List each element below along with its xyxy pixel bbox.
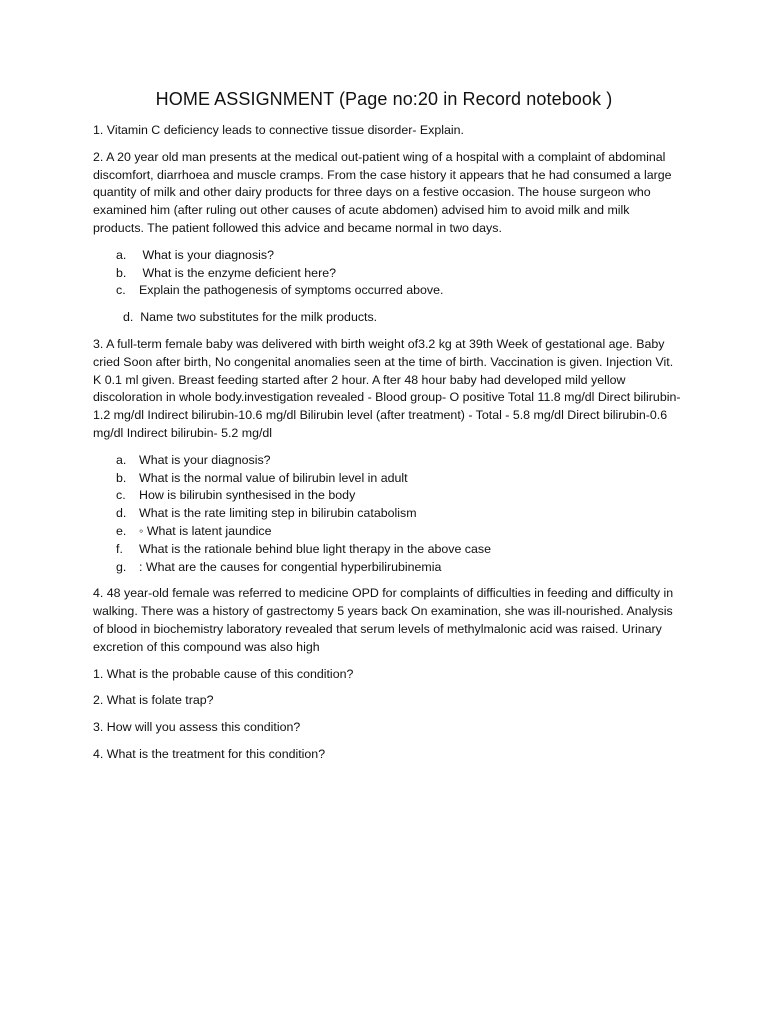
question-2-list bbox=[93, 247, 683, 300]
question-1: 1. Vitamin C deficiency leads to connective tissue disorder- Explain. bbox=[93, 123, 464, 137]
list-item-text: What is the enzyme deficient here? bbox=[139, 265, 336, 280]
question-4-sub-4: 4. What is the treatment for this condition? bbox=[93, 746, 326, 761]
page-title: HOME ASSIGNMENT (Page no:20 in Record notebook ) bbox=[155, 89, 613, 109]
list-item bbox=[93, 523, 683, 541]
list-marker: c. bbox=[116, 283, 126, 298]
list-item-text: What is the rate limiting step in bilirubin catabolism bbox=[139, 506, 417, 521]
list-marker: c. bbox=[116, 488, 126, 503]
list-item bbox=[93, 505, 683, 523]
list-item-text: : What are the causes for congential hyperbilirubinemia bbox=[139, 559, 442, 574]
list-item bbox=[93, 541, 683, 559]
list-item-text: What is your diagnosis? bbox=[139, 247, 274, 262]
list-item bbox=[93, 282, 683, 300]
list-item bbox=[93, 265, 683, 283]
question-4-sub-1: 1. What is the probable cause of this condition? bbox=[93, 666, 354, 681]
list-item-text: What is the rationale behind blue light therapy in the above case bbox=[139, 541, 491, 556]
list-marker: b. bbox=[116, 265, 127, 280]
question-4-text: 4. 48 year-old female was referred to medicine OPD for complaints of difficulties in feeding and difficulty in walking. There was a history of gastrectomy 5 years back On examination, she was ill-nourished. Analysis of blood in biochemistry laboratory revealed that serum levels of methylmalonic acid was raised. Urinary excretion of this compound was also high bbox=[93, 586, 674, 654]
document-body bbox=[93, 122, 683, 773]
list-item-text: Explain the pathogenesis of symptoms occurred above. bbox=[139, 283, 444, 298]
question-3-list bbox=[93, 452, 683, 577]
question-4-sub-2: 2. What is folate trap? bbox=[93, 693, 214, 708]
list-item-text: What is your diagnosis? bbox=[139, 452, 271, 467]
list-marker: e. bbox=[116, 523, 127, 538]
list-marker: b. bbox=[116, 470, 127, 485]
question-2-item-d: d. Name two substitutes for the milk products. bbox=[123, 310, 378, 325]
list-item-text: What is the normal value of bilirubin level in adult bbox=[139, 470, 408, 485]
list-marker: a. bbox=[116, 247, 127, 262]
list-item bbox=[93, 470, 683, 488]
list-item bbox=[93, 452, 683, 470]
question-2-text: 2. A 20 year old man presents at the medical out-patient wing of a hospital with a complaint of abdominal discomfort, diarrhoea and muscle cramps. From the case history it appears that he had consumed a large quantity of milk and other dairy products for three days on a festive occasion. The house surgeon who examined him (after ruling out other causes of acute abdomen) advised him to avoid milk and milk products. The patient followed this advice and became normal in two days. bbox=[93, 149, 672, 235]
list-marker: d. bbox=[116, 506, 127, 521]
list-marker: a. bbox=[116, 452, 127, 467]
list-item-text: How is bilirubin synthesised in the body bbox=[139, 488, 356, 503]
list-item bbox=[93, 487, 683, 505]
list-marker: g. bbox=[116, 559, 127, 574]
list-marker: f. bbox=[116, 541, 123, 556]
list-item-text: ◦ What is latent jaundice bbox=[139, 523, 272, 538]
question-4-sub-3: 3. How will you assess this condition? bbox=[93, 720, 301, 735]
question-3-text: 3. A full-term female baby was delivered with birth weight of3.2 kg at 39th Week of gestational age. Baby cried Soon after birth, No congenital anomalies seen at the time of birth. Vaccination is given. Injection Vit. K 0.1 ml given. Breast feeding started after 2 hour. A fter 48 hour baby had developed mild yellow discoloration in whole body.investigation revealed - Blood group- O positive Total 11.8 mg/dl Direct bilirubin- 1.2 mg/dl Indirect bilirubin-10.6 mg/dl Bilirubin level (after treatment) - Total - 5.8 mg/dl Direct bilirubin-0.6 mg/dl Indirect bilirubin- 5.2 mg/dl bbox=[93, 336, 681, 440]
list-item bbox=[93, 247, 683, 265]
list-item bbox=[93, 559, 683, 577]
